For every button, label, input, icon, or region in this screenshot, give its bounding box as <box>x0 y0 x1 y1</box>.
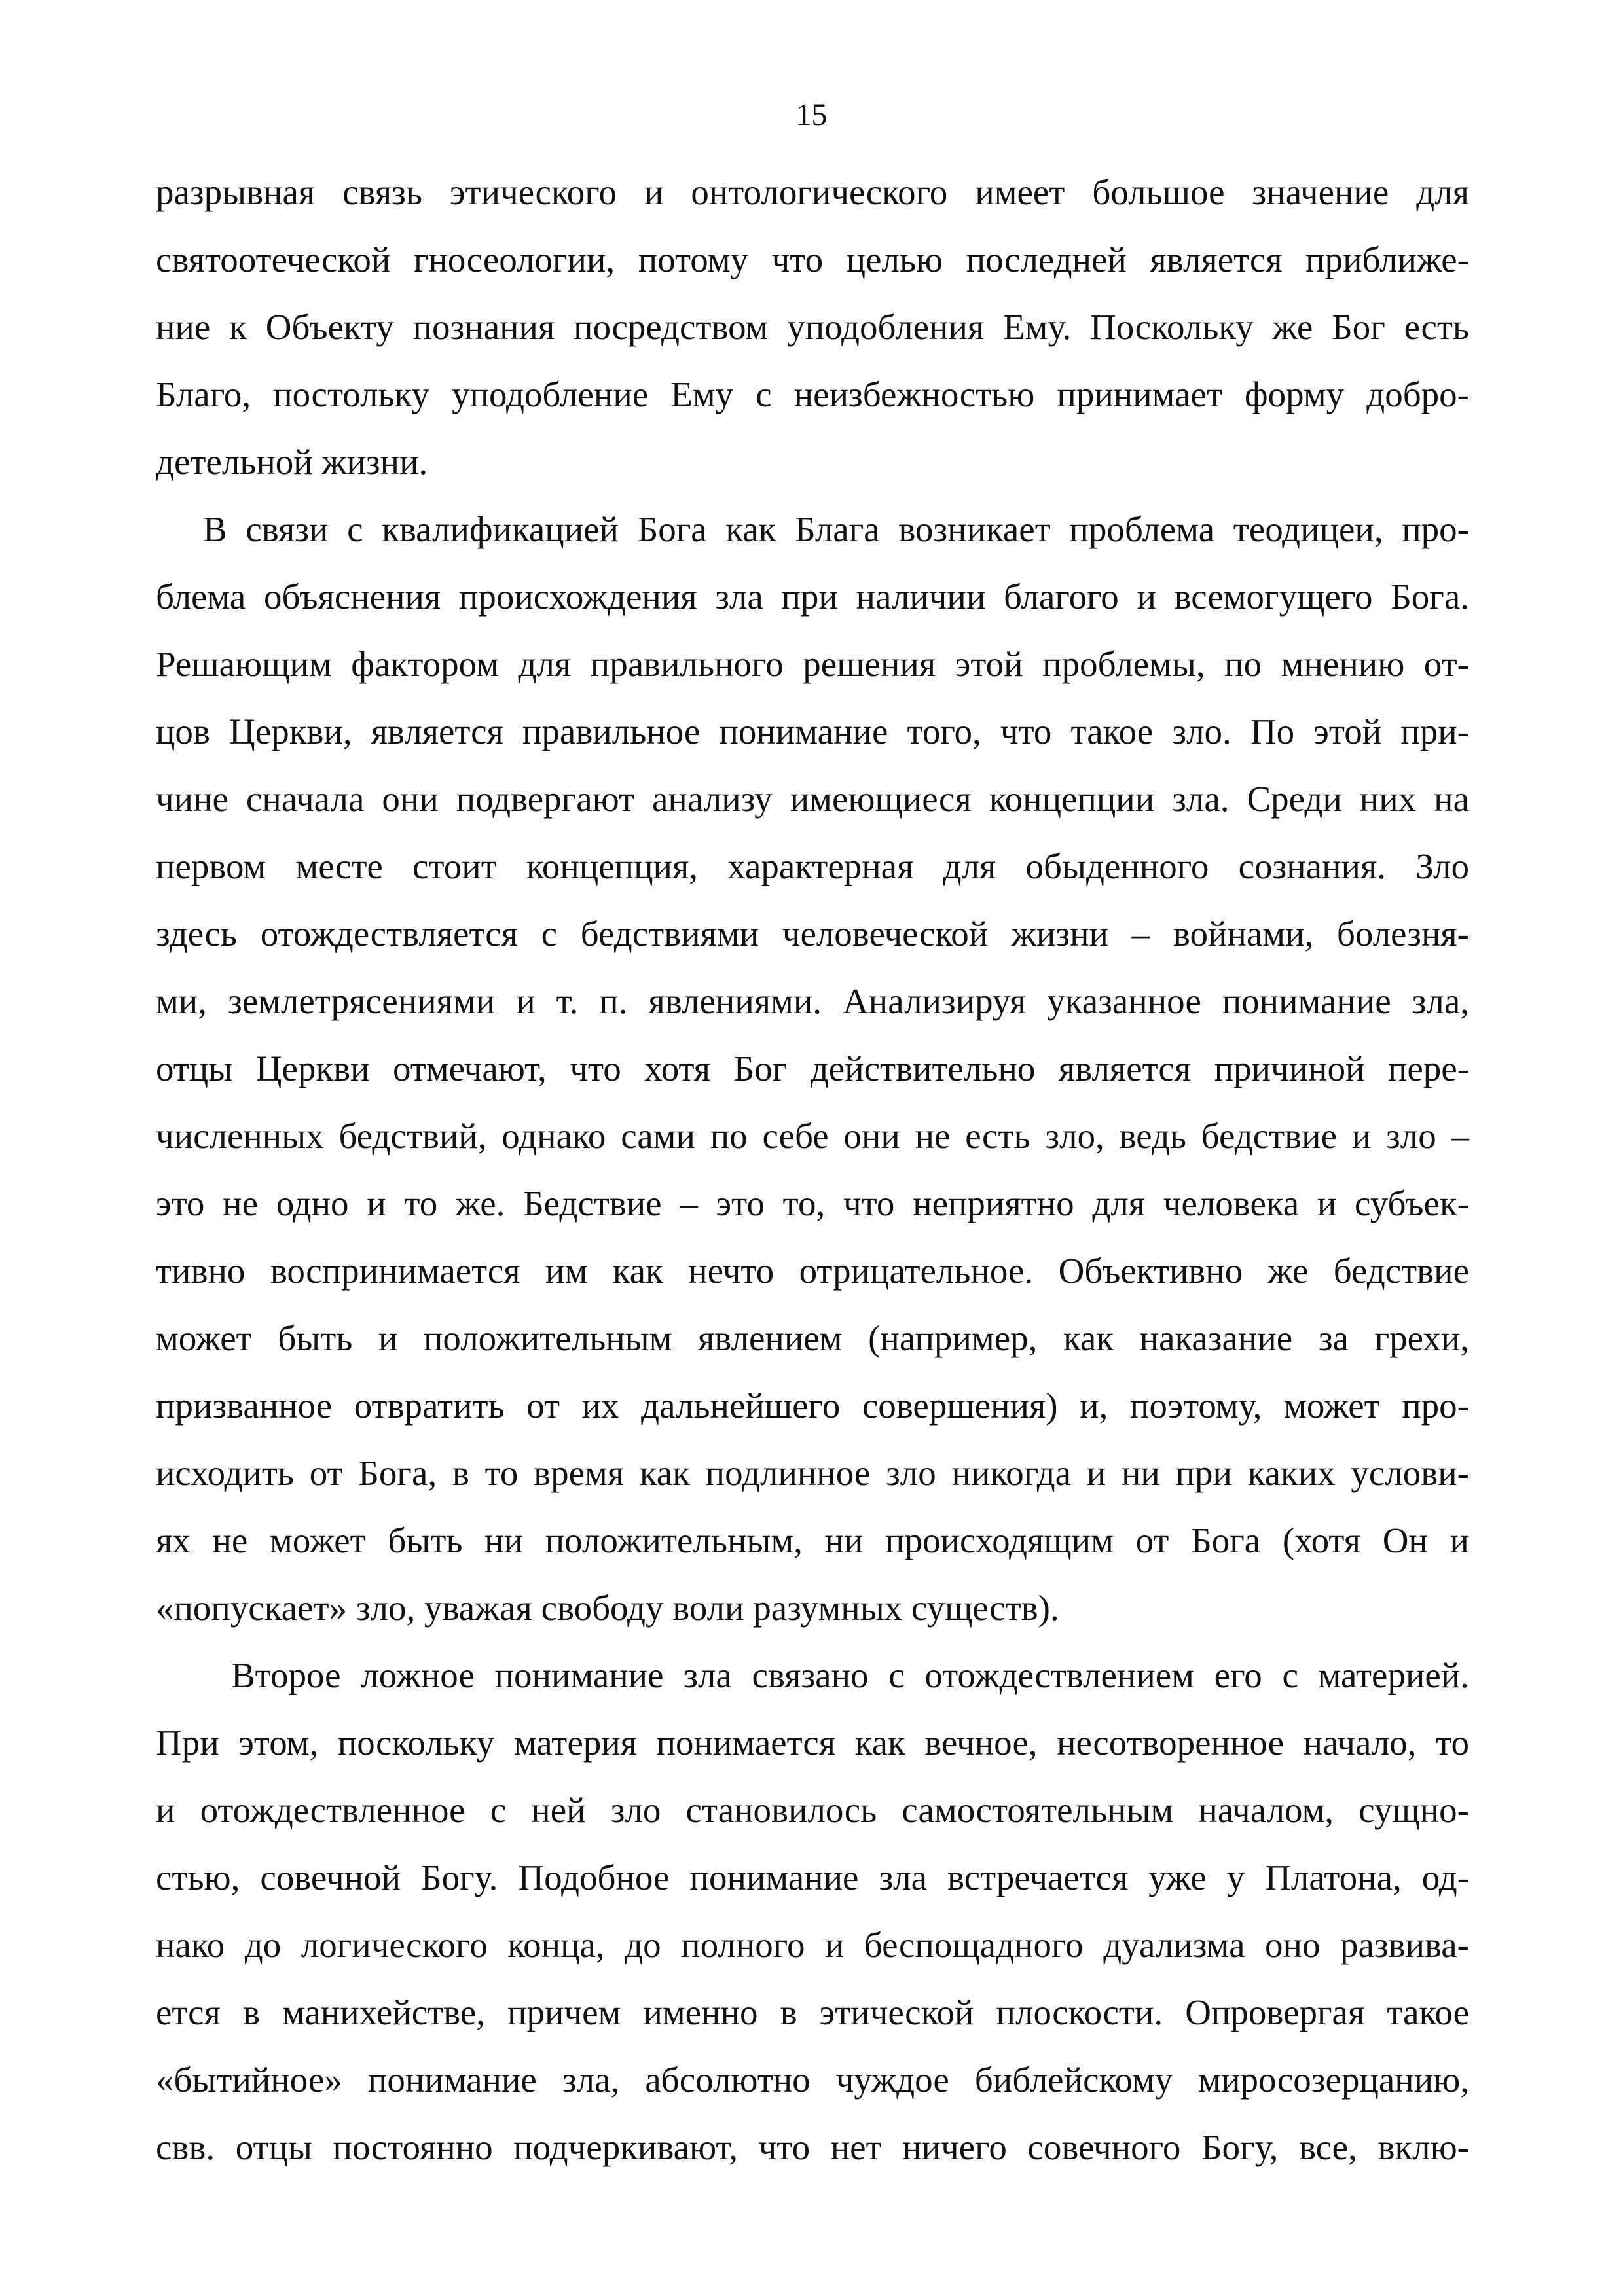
text-line: При этом, поскольку материя понимается как вечное, несотворенное начало, то <box>156 1723 1469 1763</box>
text-line: тивно воспринимается им как нечто отрицательное. Объективно же бедствие <box>156 1251 1469 1291</box>
text-line: Благо, постольку уподобление Ему с неизбежностью принимает форму добро- <box>156 374 1469 414</box>
text-line: здесь отождествляется с бедствиями человеческой жизни – войнами, болезня- <box>156 914 1469 954</box>
paragraph-2 <box>156 495 1469 1641</box>
page-number: 15 <box>795 98 828 132</box>
text-line: первом месте стоит концепция, характерная для обыденного сознания. Зло <box>156 846 1469 886</box>
paragraph-1 <box>156 158 1469 495</box>
text-line: Второе ложное понимание зла связано с отождествлением его с материей. <box>231 1655 1469 1695</box>
text-line: ми, землетрясениями и т. п. явлениями. Анализируя указанное понимание зла, <box>156 981 1469 1021</box>
text-line: исходить от Бога, в то время как подлинное зло никогда и ни при каких услови- <box>156 1453 1469 1493</box>
text-line: может быть и положительным явлением (например, как наказание за грехи, <box>156 1318 1469 1358</box>
text-line: нако до логического конца, до полного и беспощадного дуализма оно развива- <box>156 1925 1469 1965</box>
text-line: свв. отцы постоянно подчеркивают, что нет ничего совечного Богу, все, вклю- <box>156 2127 1469 2167</box>
text-line: разрывная связь этического и онтологического имеет большое значение для <box>156 172 1469 212</box>
text-line: «бытийное» понимание зла, абсолютно чуждое библейскому миросозерцанию, <box>156 2060 1469 2100</box>
text-line: детельной жизни. <box>156 442 428 482</box>
text-line: отцы Церкви отмечают, что хотя Бог действительно является причиной пере- <box>156 1049 1469 1088</box>
text-line: ние к Объекту познания посредством уподобления Ему. Поскольку же Бог есть <box>156 307 1469 347</box>
text-line: Решающим фактором для правильного решения этой проблемы, по мнению от- <box>156 644 1469 684</box>
text-line: блема объяснения происхождения зла при наличии благого и всемогущего Бога. <box>156 577 1469 617</box>
text-line: численных бедствий, однако сами по себе они не есть зло, ведь бедствие и зло – <box>156 1116 1469 1156</box>
text-line: и отождествленное с ней зло становилось самостоятельным началом, сущно- <box>156 1790 1469 1830</box>
text-line: чине сначала они подвергают анализу имеющиеся концепции зла. Среди них на <box>156 779 1469 819</box>
paragraph-3 <box>156 1641 1469 2181</box>
text-line: стью, совечной Богу. Подобное понимание зла встречается уже у Платона, од- <box>156 1857 1469 1897</box>
body-text <box>156 158 1469 2181</box>
text-line: святоотеческой гносеологии, потому что целью последней является приближе- <box>156 240 1469 279</box>
text-line: призванное отвратить от их дальнейшего совершения) и, поэтому, может про- <box>156 1386 1469 1426</box>
text-line: В связи с квалификацией Бога как Блага возникает проблема теодицеи, про- <box>203 509 1469 549</box>
text-line: «попускает» зло, уважая свободу воли разумных существ). <box>156 1588 1059 1628</box>
text-line: ях не может быть ни положительным, ни происходящим от Бога (хотя Он и <box>156 1520 1469 1560</box>
text-line: цов Церкви, является правильное понимание того, что такое зло. По этой при- <box>156 711 1469 751</box>
text-line: это не одно и то же. Бедствие – это то, что неприятно для человека и субъек- <box>156 1183 1469 1223</box>
text-line: ется в манихействе, причем именно в этической плоскости. Опровергая такое <box>156 1992 1469 2032</box>
